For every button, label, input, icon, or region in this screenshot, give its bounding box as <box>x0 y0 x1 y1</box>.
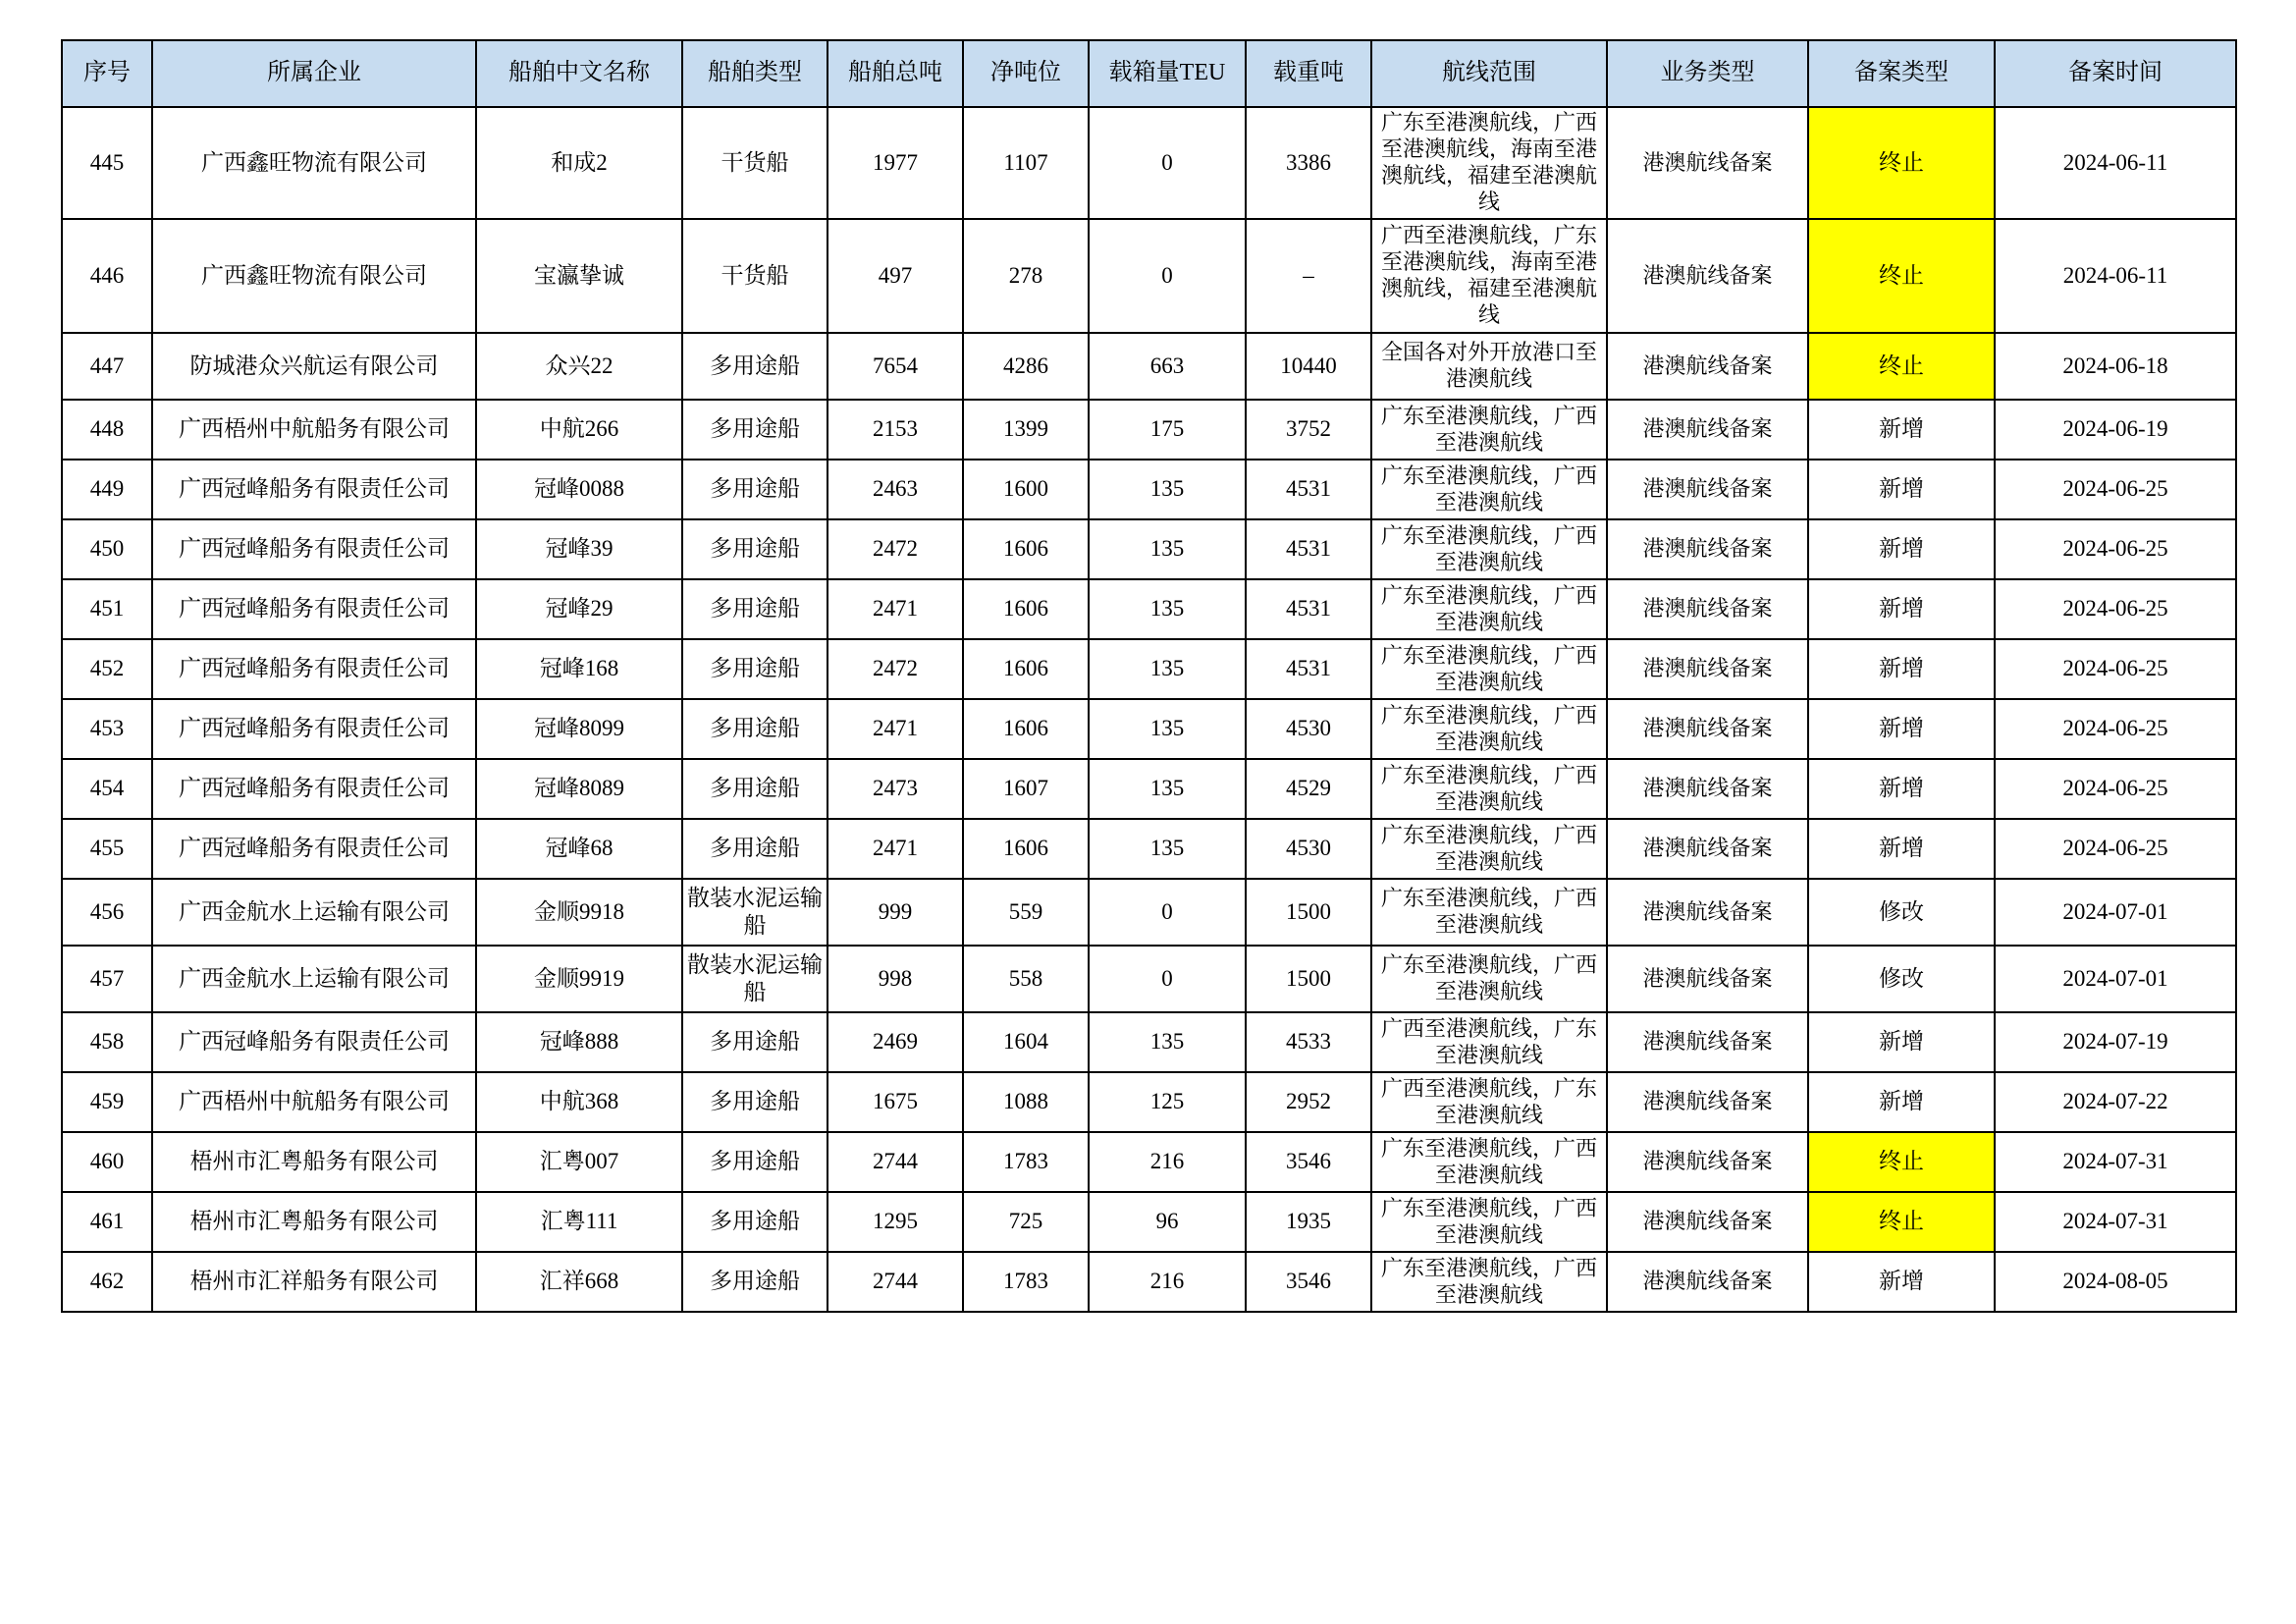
cell-deadweight: 3546 <box>1246 1132 1371 1192</box>
cell-seq: 458 <box>62 1012 152 1072</box>
cell-record-type: 新增 <box>1808 1072 1995 1132</box>
table-row <box>62 400 2236 460</box>
cell-seq: 456 <box>62 879 152 946</box>
table-body <box>62 107 2236 1312</box>
column-header-ship-type: 船舶类型 <box>682 40 828 107</box>
cell-record-type-highlighted: 终止 <box>1808 1132 1995 1192</box>
cell-route: 广东至港澳航线，广西至港澳航线 <box>1371 759 1607 819</box>
cell-ship-type: 散装水泥运输船 <box>682 879 828 946</box>
cell-company: 广西梧州中航船务有限公司 <box>152 1072 476 1132</box>
cell-teu: 0 <box>1089 879 1246 946</box>
table-row <box>62 107 2236 219</box>
cell-record-date: 2024-06-25 <box>1995 819 2236 879</box>
cell-ship-type: 多用途船 <box>682 1192 828 1252</box>
cell-gross-tonnage: 999 <box>828 879 963 946</box>
cell-deadweight: 1935 <box>1246 1192 1371 1252</box>
cell-ship-type: 多用途船 <box>682 639 828 699</box>
cell-gross-tonnage: 998 <box>828 946 963 1012</box>
cell-company: 广西冠峰船务有限责任公司 <box>152 639 476 699</box>
cell-ship-type: 多用途船 <box>682 460 828 519</box>
cell-seq: 457 <box>62 946 152 1012</box>
cell-route: 广东至港澳航线，广西至港澳航线 <box>1371 819 1607 879</box>
cell-ship-name: 汇粤111 <box>476 1192 682 1252</box>
cell-seq: 445 <box>62 107 152 219</box>
cell-seq: 454 <box>62 759 152 819</box>
cell-business-type: 港澳航线备案 <box>1607 519 1808 579</box>
cell-route: 广西至港澳航线，广东至港澳航线 <box>1371 1072 1607 1132</box>
cell-company: 梧州市汇粤船务有限公司 <box>152 1132 476 1192</box>
cell-route: 广东至港澳航线，广西至港澳航线 <box>1371 1252 1607 1312</box>
cell-teu: 0 <box>1089 107 1246 219</box>
cell-teu: 175 <box>1089 400 1246 460</box>
cell-record-type: 新增 <box>1808 519 1995 579</box>
cell-teu: 0 <box>1089 219 1246 333</box>
cell-business-type: 港澳航线备案 <box>1607 460 1808 519</box>
cell-business-type: 港澳航线备案 <box>1607 1252 1808 1312</box>
cell-ship-name: 冠峰8099 <box>476 699 682 759</box>
cell-net-tonnage: 1607 <box>963 759 1089 819</box>
cell-ship-type: 多用途船 <box>682 1252 828 1312</box>
cell-net-tonnage: 558 <box>963 946 1089 1012</box>
cell-business-type: 港澳航线备案 <box>1607 946 1808 1012</box>
cell-ship-name: 中航266 <box>476 400 682 460</box>
table-row <box>62 639 2236 699</box>
cell-record-date: 2024-06-25 <box>1995 759 2236 819</box>
table-row <box>62 519 2236 579</box>
cell-deadweight: 4530 <box>1246 699 1371 759</box>
cell-ship-type: 干货船 <box>682 219 828 333</box>
cell-route: 广东至港澳航线，广西至港澳航线 <box>1371 579 1607 639</box>
cell-net-tonnage: 1606 <box>963 639 1089 699</box>
cell-net-tonnage: 1783 <box>963 1252 1089 1312</box>
cell-teu: 135 <box>1089 1012 1246 1072</box>
cell-business-type: 港澳航线备案 <box>1607 879 1808 946</box>
cell-business-type: 港澳航线备案 <box>1607 699 1808 759</box>
cell-seq: 462 <box>62 1252 152 1312</box>
cell-net-tonnage: 1606 <box>963 579 1089 639</box>
cell-record-type-highlighted: 终止 <box>1808 333 1995 400</box>
cell-net-tonnage: 1088 <box>963 1072 1089 1132</box>
cell-gross-tonnage: 2463 <box>828 460 963 519</box>
cell-ship-type: 多用途船 <box>682 759 828 819</box>
cell-record-type: 修改 <box>1808 879 1995 946</box>
cell-business-type: 港澳航线备案 <box>1607 639 1808 699</box>
cell-record-type-highlighted: 终止 <box>1808 1192 1995 1252</box>
cell-record-type: 新增 <box>1808 1252 1995 1312</box>
cell-route: 广东至港澳航线，广西至港澳航线 <box>1371 519 1607 579</box>
cell-ship-name: 金顺9919 <box>476 946 682 1012</box>
cell-route: 广东至港澳航线，广西至港澳航线 <box>1371 1132 1607 1192</box>
cell-gross-tonnage: 2469 <box>828 1012 963 1072</box>
ship-record-table <box>61 39 2237 1313</box>
cell-seq: 453 <box>62 699 152 759</box>
cell-gross-tonnage: 1295 <box>828 1192 963 1252</box>
cell-net-tonnage: 725 <box>963 1192 1089 1252</box>
cell-record-date: 2024-06-25 <box>1995 460 2236 519</box>
cell-company: 广西冠峰船务有限责任公司 <box>152 519 476 579</box>
table-row <box>62 460 2236 519</box>
cell-deadweight: 4529 <box>1246 759 1371 819</box>
cell-gross-tonnage: 2471 <box>828 819 963 879</box>
cell-company: 广西金航水上运输有限公司 <box>152 879 476 946</box>
cell-deadweight: 3386 <box>1246 107 1371 219</box>
cell-seq: 446 <box>62 219 152 333</box>
cell-ship-name: 冠峰168 <box>476 639 682 699</box>
cell-company: 广西金航水上运输有限公司 <box>152 946 476 1012</box>
cell-record-type: 新增 <box>1808 579 1995 639</box>
cell-ship-type: 多用途船 <box>682 519 828 579</box>
cell-deadweight: 3546 <box>1246 1252 1371 1312</box>
cell-ship-type: 多用途船 <box>682 1072 828 1132</box>
table-row <box>62 1072 2236 1132</box>
cell-company: 梧州市汇粤船务有限公司 <box>152 1192 476 1252</box>
cell-seq: 455 <box>62 819 152 879</box>
cell-record-date: 2024-07-01 <box>1995 946 2236 1012</box>
cell-record-date: 2024-06-25 <box>1995 519 2236 579</box>
cell-route: 广西至港澳航线，广东至港澳航线，海南至港澳航线，福建至港澳航线 <box>1371 219 1607 333</box>
cell-gross-tonnage: 7654 <box>828 333 963 400</box>
cell-deadweight: – <box>1246 219 1371 333</box>
table-row <box>62 579 2236 639</box>
cell-company: 广西鑫旺物流有限公司 <box>152 107 476 219</box>
cell-gross-tonnage: 2744 <box>828 1252 963 1312</box>
cell-route: 广东至港澳航线，广西至港澳航线，海南至港澳航线，福建至港澳航线 <box>1371 107 1607 219</box>
cell-deadweight: 4531 <box>1246 460 1371 519</box>
cell-teu: 135 <box>1089 699 1246 759</box>
table-row <box>62 1012 2236 1072</box>
cell-company: 广西冠峰船务有限责任公司 <box>152 819 476 879</box>
cell-teu: 96 <box>1089 1192 1246 1252</box>
column-header-seq: 序号 <box>62 40 152 107</box>
cell-business-type: 港澳航线备案 <box>1607 579 1808 639</box>
cell-seq: 452 <box>62 639 152 699</box>
cell-gross-tonnage: 2744 <box>828 1132 963 1192</box>
cell-gross-tonnage: 1675 <box>828 1072 963 1132</box>
cell-route: 广东至港澳航线，广西至港澳航线 <box>1371 460 1607 519</box>
cell-company: 广西冠峰船务有限责任公司 <box>152 1012 476 1072</box>
cell-seq: 449 <box>62 460 152 519</box>
cell-net-tonnage: 278 <box>963 219 1089 333</box>
column-header-route: 航线范围 <box>1371 40 1607 107</box>
cell-record-type: 新增 <box>1808 1012 1995 1072</box>
column-header-ship-name: 船舶中文名称 <box>476 40 682 107</box>
cell-company: 广西冠峰船务有限责任公司 <box>152 759 476 819</box>
cell-deadweight: 4530 <box>1246 819 1371 879</box>
cell-net-tonnage: 4286 <box>963 333 1089 400</box>
table-row <box>62 219 2236 333</box>
cell-teu: 135 <box>1089 759 1246 819</box>
cell-ship-type: 干货船 <box>682 107 828 219</box>
cell-teu: 135 <box>1089 519 1246 579</box>
cell-ship-type: 多用途船 <box>682 699 828 759</box>
cell-business-type: 港澳航线备案 <box>1607 1072 1808 1132</box>
column-header-net-tonnage: 净吨位 <box>963 40 1089 107</box>
cell-gross-tonnage: 1977 <box>828 107 963 219</box>
cell-company: 广西冠峰船务有限责任公司 <box>152 460 476 519</box>
cell-record-date: 2024-06-25 <box>1995 579 2236 639</box>
cell-business-type: 港澳航线备案 <box>1607 1012 1808 1072</box>
cell-teu: 0 <box>1089 946 1246 1012</box>
cell-ship-type: 多用途船 <box>682 819 828 879</box>
cell-gross-tonnage: 497 <box>828 219 963 333</box>
cell-gross-tonnage: 2471 <box>828 699 963 759</box>
cell-company: 防城港众兴航运有限公司 <box>152 333 476 400</box>
cell-business-type: 港澳航线备案 <box>1607 819 1808 879</box>
cell-record-type: 新增 <box>1808 759 1995 819</box>
cell-route: 广东至港澳航线，广西至港澳航线 <box>1371 879 1607 946</box>
cell-gross-tonnage: 2472 <box>828 519 963 579</box>
cell-company: 广西冠峰船务有限责任公司 <box>152 579 476 639</box>
cell-gross-tonnage: 2153 <box>828 400 963 460</box>
cell-ship-type: 多用途船 <box>682 579 828 639</box>
cell-seq: 451 <box>62 579 152 639</box>
cell-company: 梧州市汇祥船务有限公司 <box>152 1252 476 1312</box>
table-row <box>62 946 2236 1012</box>
cell-ship-type: 多用途船 <box>682 1132 828 1192</box>
cell-route: 广东至港澳航线，广西至港澳航线 <box>1371 946 1607 1012</box>
cell-business-type: 港澳航线备案 <box>1607 1132 1808 1192</box>
cell-ship-name: 冠峰39 <box>476 519 682 579</box>
cell-gross-tonnage: 2471 <box>828 579 963 639</box>
cell-gross-tonnage: 2473 <box>828 759 963 819</box>
cell-route: 广东至港澳航线，广西至港澳航线 <box>1371 1192 1607 1252</box>
cell-ship-name: 冠峰29 <box>476 579 682 639</box>
cell-deadweight: 3752 <box>1246 400 1371 460</box>
cell-teu: 125 <box>1089 1072 1246 1132</box>
cell-route: 全国各对外开放港口至港澳航线 <box>1371 333 1607 400</box>
cell-ship-type: 多用途船 <box>682 1012 828 1072</box>
table-row <box>62 879 2236 946</box>
cell-record-type-highlighted: 终止 <box>1808 107 1995 219</box>
cell-ship-type: 散装水泥运输船 <box>682 946 828 1012</box>
column-header-business-type: 业务类型 <box>1607 40 1808 107</box>
cell-net-tonnage: 1606 <box>963 819 1089 879</box>
cell-net-tonnage: 1606 <box>963 519 1089 579</box>
cell-record-date: 2024-06-18 <box>1995 333 2236 400</box>
cell-teu: 216 <box>1089 1252 1246 1312</box>
cell-business-type: 港澳航线备案 <box>1607 759 1808 819</box>
table-row <box>62 759 2236 819</box>
cell-route: 广西至港澳航线，广东至港澳航线 <box>1371 1012 1607 1072</box>
cell-route: 广东至港澳航线，广西至港澳航线 <box>1371 639 1607 699</box>
column-header-teu: 载箱量TEU <box>1089 40 1246 107</box>
cell-deadweight: 10440 <box>1246 333 1371 400</box>
cell-teu: 663 <box>1089 333 1246 400</box>
cell-company: 广西鑫旺物流有限公司 <box>152 219 476 333</box>
table-header-row <box>62 40 2236 107</box>
cell-route: 广东至港澳航线，广西至港澳航线 <box>1371 699 1607 759</box>
cell-deadweight: 4533 <box>1246 1012 1371 1072</box>
cell-deadweight: 4531 <box>1246 519 1371 579</box>
cell-teu: 135 <box>1089 819 1246 879</box>
table-row <box>62 1192 2236 1252</box>
cell-business-type: 港澳航线备案 <box>1607 400 1808 460</box>
table-row <box>62 1252 2236 1312</box>
table-row <box>62 333 2236 400</box>
cell-ship-name: 众兴22 <box>476 333 682 400</box>
cell-ship-name: 汇祥668 <box>476 1252 682 1312</box>
cell-deadweight: 4531 <box>1246 579 1371 639</box>
column-header-company: 所属企业 <box>152 40 476 107</box>
column-header-gross-tonnage: 船舶总吨 <box>828 40 963 107</box>
cell-teu: 135 <box>1089 639 1246 699</box>
cell-teu: 135 <box>1089 579 1246 639</box>
cell-ship-name: 冠峰0088 <box>476 460 682 519</box>
cell-ship-name: 冠峰68 <box>476 819 682 879</box>
cell-record-date: 2024-06-11 <box>1995 107 2236 219</box>
cell-record-date: 2024-07-22 <box>1995 1072 2236 1132</box>
cell-company: 广西冠峰船务有限责任公司 <box>152 699 476 759</box>
cell-gross-tonnage: 2472 <box>828 639 963 699</box>
cell-record-type: 新增 <box>1808 400 1995 460</box>
cell-seq: 461 <box>62 1192 152 1252</box>
table-row <box>62 1132 2236 1192</box>
cell-net-tonnage: 1604 <box>963 1012 1089 1072</box>
cell-record-date: 2024-06-25 <box>1995 639 2236 699</box>
column-header-record-type: 备案类型 <box>1808 40 1995 107</box>
column-header-record-date: 备案时间 <box>1995 40 2236 107</box>
cell-ship-name: 宝瀛挚诚 <box>476 219 682 333</box>
cell-seq: 448 <box>62 400 152 460</box>
cell-ship-type: 多用途船 <box>682 400 828 460</box>
cell-company: 广西梧州中航船务有限公司 <box>152 400 476 460</box>
cell-record-type: 新增 <box>1808 699 1995 759</box>
cell-teu: 216 <box>1089 1132 1246 1192</box>
cell-record-date: 2024-06-19 <box>1995 400 2236 460</box>
cell-record-type: 新增 <box>1808 639 1995 699</box>
cell-seq: 450 <box>62 519 152 579</box>
cell-record-date: 2024-07-01 <box>1995 879 2236 946</box>
cell-record-date: 2024-08-05 <box>1995 1252 2236 1312</box>
cell-seq: 459 <box>62 1072 152 1132</box>
cell-deadweight: 4531 <box>1246 639 1371 699</box>
table-row <box>62 819 2236 879</box>
cell-record-type: 修改 <box>1808 946 1995 1012</box>
cell-deadweight: 2952 <box>1246 1072 1371 1132</box>
cell-net-tonnage: 1600 <box>963 460 1089 519</box>
cell-record-type: 新增 <box>1808 460 1995 519</box>
cell-teu: 135 <box>1089 460 1246 519</box>
cell-record-date: 2024-06-11 <box>1995 219 2236 333</box>
cell-ship-name: 汇粤007 <box>476 1132 682 1192</box>
cell-seq: 460 <box>62 1132 152 1192</box>
cell-ship-name: 中航368 <box>476 1072 682 1132</box>
cell-ship-name: 冠峰8089 <box>476 759 682 819</box>
cell-record-date: 2024-07-19 <box>1995 1012 2236 1072</box>
column-header-deadweight: 载重吨 <box>1246 40 1371 107</box>
cell-record-date: 2024-06-25 <box>1995 699 2236 759</box>
cell-record-type: 新增 <box>1808 819 1995 879</box>
cell-deadweight: 1500 <box>1246 879 1371 946</box>
table-row <box>62 699 2236 759</box>
cell-seq: 447 <box>62 333 152 400</box>
cell-net-tonnage: 1107 <box>963 107 1089 219</box>
cell-net-tonnage: 559 <box>963 879 1089 946</box>
cell-net-tonnage: 1783 <box>963 1132 1089 1192</box>
cell-net-tonnage: 1399 <box>963 400 1089 460</box>
cell-ship-name: 冠峰888 <box>476 1012 682 1072</box>
cell-ship-name: 金顺9918 <box>476 879 682 946</box>
cell-record-date: 2024-07-31 <box>1995 1132 2236 1192</box>
cell-business-type: 港澳航线备案 <box>1607 333 1808 400</box>
cell-net-tonnage: 1606 <box>963 699 1089 759</box>
cell-ship-name: 和成2 <box>476 107 682 219</box>
cell-business-type: 港澳航线备案 <box>1607 107 1808 219</box>
cell-business-type: 港澳航线备案 <box>1607 219 1808 333</box>
cell-business-type: 港澳航线备案 <box>1607 1192 1808 1252</box>
cell-record-date: 2024-07-31 <box>1995 1192 2236 1252</box>
cell-record-type-highlighted: 终止 <box>1808 219 1995 333</box>
cell-ship-type: 多用途船 <box>682 333 828 400</box>
cell-route: 广东至港澳航线，广西至港澳航线 <box>1371 400 1607 460</box>
cell-deadweight: 1500 <box>1246 946 1371 1012</box>
